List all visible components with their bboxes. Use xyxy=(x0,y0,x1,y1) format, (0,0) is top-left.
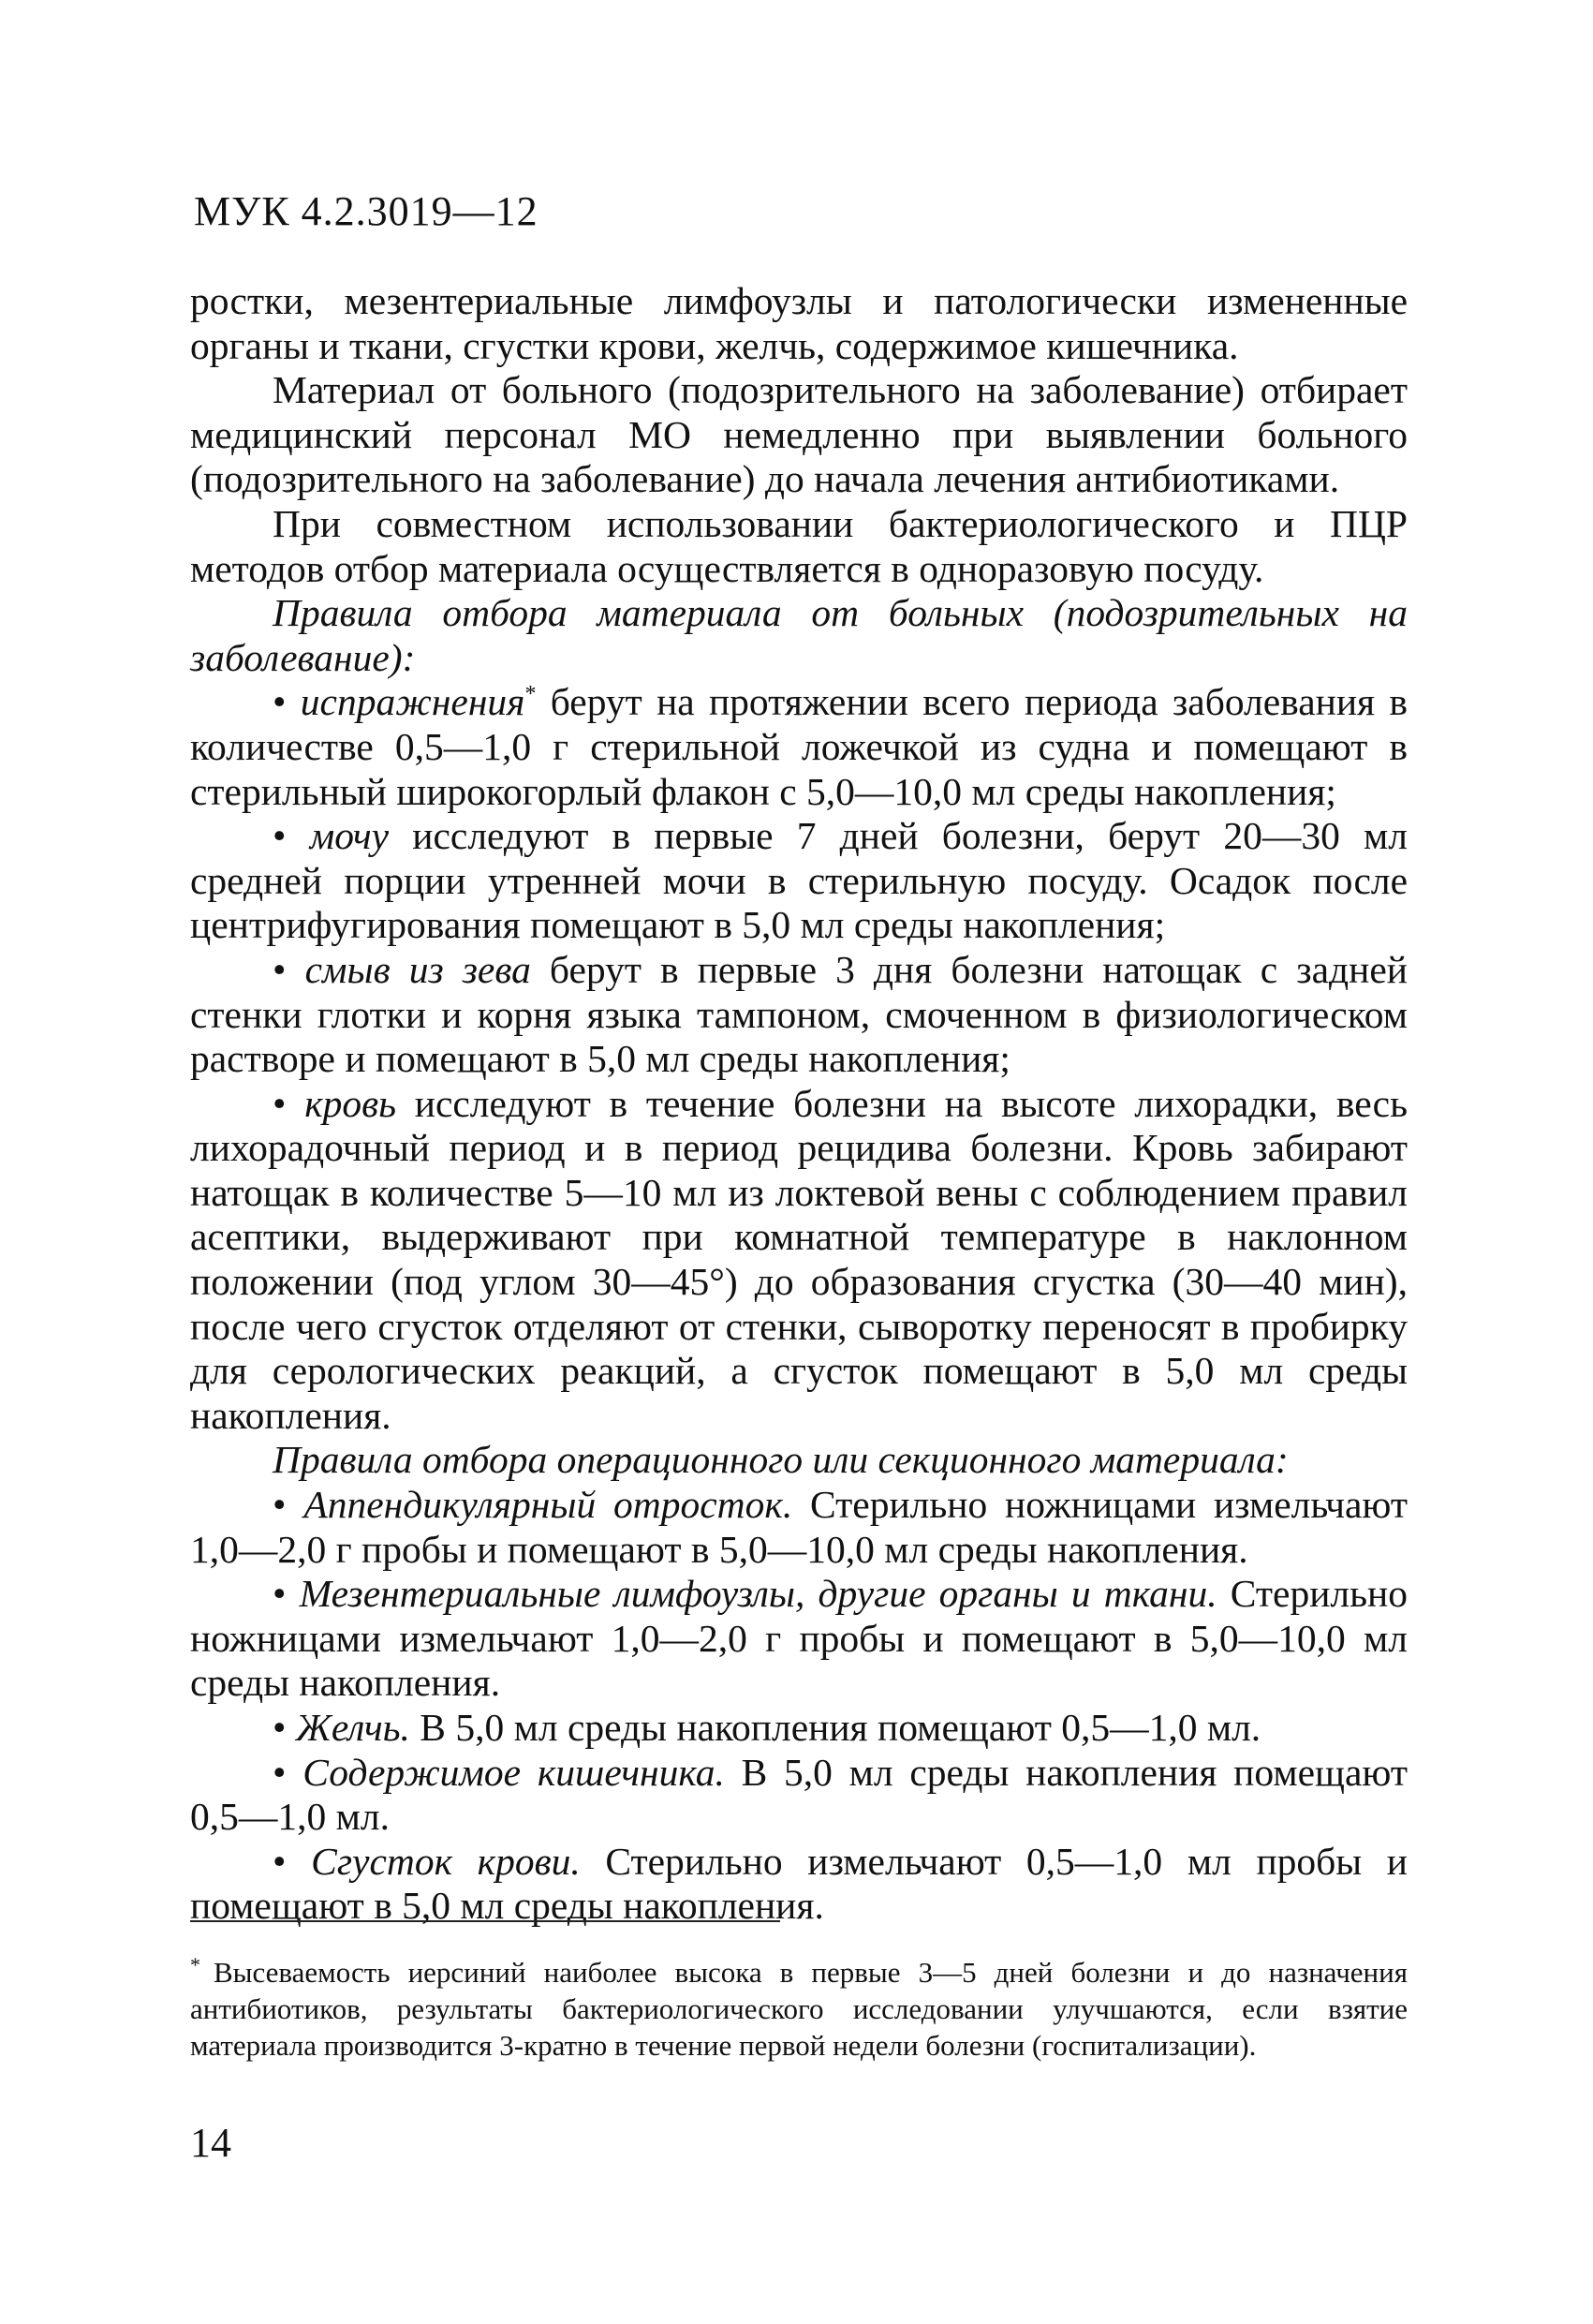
bullet-icon: • xyxy=(273,680,287,724)
bullet-icon: • xyxy=(273,1572,287,1616)
list-item-term: мочу xyxy=(309,814,390,858)
list-item xyxy=(190,1706,1408,1751)
footnote-text: Высеваемость иерсиний наиболее высока в первые 3—5 дней болезни и до назначения антибиотиков, результаты бактериологического исследовании улучшаются, если взятие материала производится 3-кратно в течение первой недели болезни (госпитализации). xyxy=(190,1956,1408,2062)
list-item-text: Стерильно ножницами измельчают 1,0—2,0 г пробы и помещают в 5,0—10,0 мл среды накопления. xyxy=(190,1572,1408,1705)
footnote-marker: * xyxy=(190,1952,200,1976)
list-item-text: В 5,0 мл среды накопления помещают 0,5—1,0 мл. xyxy=(190,1750,1408,1839)
section-heading-text: Правила отбора операционного или секционного материала: xyxy=(273,1438,1289,1482)
list-item xyxy=(190,1751,1408,1840)
list-item xyxy=(190,1840,1408,1929)
list-item xyxy=(190,680,1408,814)
bullet-icon: • xyxy=(273,1839,287,1883)
list-item xyxy=(190,1082,1408,1439)
section-heading xyxy=(190,591,1408,680)
list-item-term: испражнения xyxy=(300,680,525,724)
list-item-term: Аппендикулярный отросток. xyxy=(303,1483,793,1527)
bullet-icon: • xyxy=(273,1483,287,1527)
list-item-text: В 5,0 мл среды накопления помещают 0,5—1,0 мл. xyxy=(409,1706,1261,1749)
document-header: МУК 4.2.3019—12 xyxy=(194,188,538,234)
list-item-text: берут на протяжении всего периода заболевания в количестве 0,5—1,0 г стерильной ложечкой из судна и помещают в стерильный широкогорлый флакон с 5,0—10,0 мл среды накопления; xyxy=(190,680,1408,813)
paragraph: При совместном использовании бактериологического и ПЦР методов отбор материала осуществляется в одноразовую посуду. xyxy=(190,501,1408,590)
bullet-icon: • xyxy=(273,947,287,991)
list-item-term: смыв из зева xyxy=(304,947,531,991)
list-item xyxy=(190,948,1408,1082)
bullet-icon: • xyxy=(273,814,287,858)
list-item-term: Мезентериальные лимфоузлы, другие органы и ткани. xyxy=(299,1572,1217,1616)
bullet-icon: • xyxy=(273,1081,287,1125)
bullet-icon: • xyxy=(273,1750,287,1794)
list-item-term: Содержимое кишечника. xyxy=(302,1750,725,1794)
page-number: 14 xyxy=(190,2120,231,2166)
list-item-text: исследуют в первые 7 дней болезни, берут 20—30 мл средней порции утренней мочи в стерильную посуду. Осадок после центрифугирования помещают в 5,0 мл среды накопления; xyxy=(190,814,1408,947)
main-text xyxy=(190,279,1408,1929)
list-item-text: берут в первые 3 дня болезни натощак с задней стенки глотки и корня языка тампоном, смоченном в физиологическом растворе и помещают в 5,0 мл среды накопления; xyxy=(190,947,1408,1081)
list-item-term: Сгусток крови. xyxy=(311,1839,581,1883)
list-item-text: Стерильно ножницами измельчают 1,0—2,0 г пробы и помещают в 5,0—10,0 мл среды накопления. xyxy=(190,1483,1409,1571)
section-heading xyxy=(190,1438,1408,1483)
list-item xyxy=(190,814,1408,948)
paragraph: ростки, мезентериальные лимфоузлы и патологически измененные органы и ткани, сгустки крови, желчь, содержимое кишечника. xyxy=(190,279,1408,367)
list-item-text: Стерильно измельчают 0,5—1,0 мл пробы и помещают в 5,0 мл среды накопления. xyxy=(190,1839,1408,1928)
bullet-icon: • xyxy=(273,1706,287,1749)
footnote-divider xyxy=(190,1920,780,1922)
paragraph: Материал от больного (подозрительного на заболевание) отбирает медицинский персонал МО немедленно при выявлении больного (подозрительного на заболевание) до начала лечения антибиотиками. xyxy=(190,368,1408,501)
footnote-marker: * xyxy=(524,682,537,707)
footnote xyxy=(190,1954,1408,2064)
list-item-term: Желчь. xyxy=(295,1706,410,1749)
section-heading-text: Правила отбора материала от больных (подозрительных на заболевание): xyxy=(190,591,1408,679)
list-item-text: исследуют в течение болезни на высоте лихорадки, весь лихорадочный период и в период рецидива болезни. Кровь забирают натощак в количестве 5—10 мл из локтевой вены с соблюдением правил асептики, выдерживают при комнатной температуре в наклонном положении (под углом 30—45°) до образования сгустка (30—40 мин), после чего сгусток отделяют от стенки, сыворотку переносят в пробирку для серологических реакций, а сгусток помещают в 5,0 мл среды накопления. xyxy=(190,1081,1409,1437)
list-item xyxy=(190,1483,1408,1572)
list-item-term: кровь xyxy=(304,1081,397,1125)
list-item xyxy=(190,1572,1408,1706)
